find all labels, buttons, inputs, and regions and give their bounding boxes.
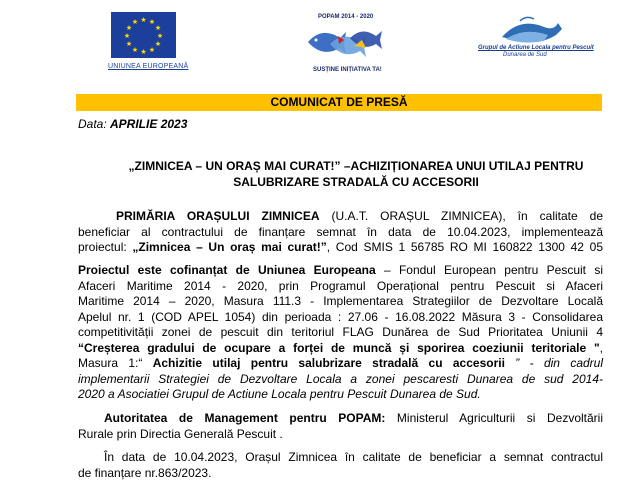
contract-line-1: În data de 10.04.2023, Orașul Zimnicea în calitate de beneficiar a semnat contractul [104, 450, 603, 464]
svg-text:★: ★ [156, 32, 164, 40]
funding-line-4: Apelul nr. 1 (COD APEL 1054) din perioada : 27.06 - 16.08.2022 Măsura 3 - Consolidarea [78, 309, 603, 324]
svg-text:★: ★ [125, 24, 133, 32]
project-name: „Zimnicea – Un oraș mai curat!” [132, 240, 327, 254]
authority-line-1: Autoritatea de Management pentru POPAM: Ministerul Agriculturii si Dezvoltării [104, 411, 603, 425]
popam-fish-icon [304, 20, 386, 62]
svg-text:★: ★ [140, 16, 147, 24]
contract-paragraph [78, 450, 603, 481]
contract-line-2: de finanțare nr.863/2023. [78, 465, 212, 480]
funding-line-6: “Creșterea gradului de ocupare a forței de muncă și sporirea coeziunii teritoriale ", [78, 340, 603, 355]
date-label: Data: [78, 117, 111, 131]
project-title-line-1: „ZIMNICEA – UN ORAȘ MAI CURAT!” –ACHIZIȚIONAREA UNUI UTILAJ PENTRU [128, 159, 584, 173]
eu-flag-icon [111, 12, 176, 58]
authority-line-2: Rurale prin Directia Generală Pescuit . [78, 426, 283, 441]
acquisition-title: Achizitie utilaj pentru salubrizare stradală cu accesorii [152, 356, 505, 370]
funding-line-9: 2020 a Asociatiei Grupul de Actiune Locala pentru Pescuit Dunarea de Sud. [78, 387, 481, 401]
intro-line-1: PRIMĂRIA ORAȘULUI ZIMNICEA (U.A.T. ORAȘUL ZIMNICEA), în calitate de [116, 209, 603, 223]
popam-logo-slogan: SUSȚINE INIȚIATIVA TA! [313, 67, 382, 73]
svg-text:★: ★ [154, 40, 162, 48]
authority-paragraph [78, 411, 603, 442]
svg-text:★: ★ [148, 18, 156, 26]
svg-text:★: ★ [148, 46, 156, 54]
date-value: APRILIE 2023 [110, 117, 188, 131]
flag-fish-icon [500, 13, 564, 47]
funding-line-7: Masura 1:“ Achizitie utilaj pentru salubrizare stradală cu accesorii ” - din cadrul [78, 356, 604, 370]
svg-text:★: ★ [123, 32, 131, 40]
funding-line-2: Afaceri Maritime 2014 - 2020, prin Programul Operațional pentru Pescuit si Afaceri [78, 278, 603, 293]
funding-line-5: competitivității zonei de pescuit din teritoriul FLAG Dunărea de Sud Prioritatea Uniunii 4 [78, 325, 603, 339]
intro-line-3: proiectul: „Zimnicea – Un oraș mai curat!”, Cod SMIS 1 56785 RO MI 160822 1300 42 05 [78, 240, 603, 254]
intro-paragraph [78, 209, 603, 256]
svg-text:★: ★ [131, 18, 139, 26]
popam-logo-top-text: POPAM 2014 - 2020 [318, 14, 374, 20]
svg-text:★: ★ [140, 48, 147, 56]
funding-line-8: implementarii Strategiei de Dezvoltare Locala a zonei pescaresti Dunarea de sud 2014- [78, 371, 603, 386]
priority-title: “Creșterea gradului de ocupare a forței de muncă și sporirea coeziunii teritoriale " [78, 340, 600, 355]
intro-line-2: beneficiar al contractului de finanțare semnat în data de 10.04.2023, implementează [78, 224, 603, 239]
funding-paragraph [78, 263, 603, 403]
cofinancing-statement: Proiectul este cofinanțat de Uniunea Europeana [78, 263, 376, 277]
funding-line-1: Proiectul este cofinanțat de Uniunea Europeana – Fondul European pentru Pescuit si [78, 263, 603, 277]
svg-text:★: ★ [125, 40, 133, 48]
flag-logo-name: Grupul de Actiune Locala pentru Pescuit [478, 45, 594, 51]
svg-text:★: ★ [131, 46, 139, 54]
eu-caption: UNIUNEA EUROPEANĂ [108, 63, 189, 70]
press-release-title: COMUNICAT DE PRESĂ [270, 95, 408, 109]
beneficiary-name: PRIMĂRIA ORAȘULUI ZIMNICEA [116, 209, 320, 223]
funding-line-3: Maritime 2014 – 2020, Masura 111.3 - Implementarea Strategiilor de Dezvoltare Locală [78, 294, 603, 308]
authority-label: Autoritatea de Management pentru POPAM: [104, 411, 386, 425]
svg-text:★: ★ [154, 24, 162, 32]
project-title-line-2: SALUBRIZARE STRADALĂ CU ACCESORII [233, 175, 479, 189]
date-line [78, 117, 187, 131]
flag-logo-region: Dunarea de Sud [503, 52, 547, 58]
